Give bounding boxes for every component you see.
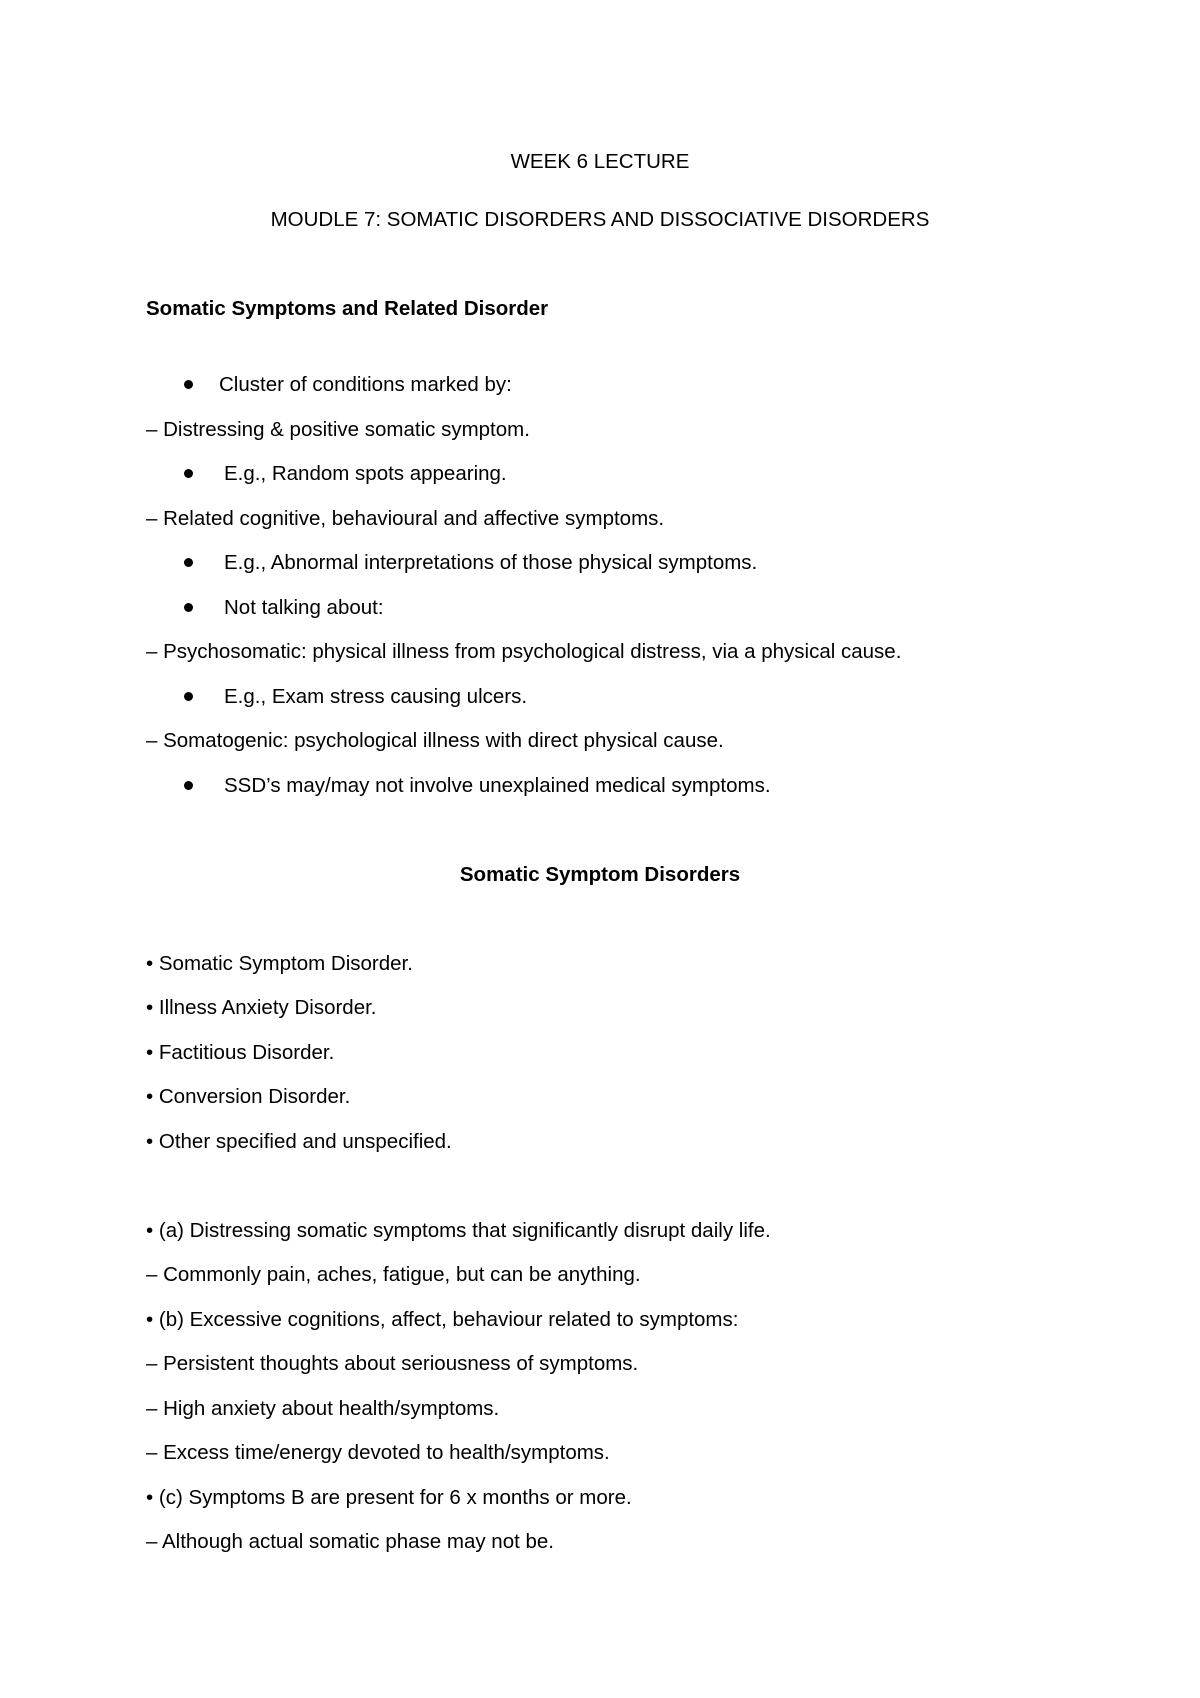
criteria-item: – Excess time/energy devoted to health/symptoms.	[146, 1441, 610, 1464]
list-item: • Somatic Symptom Disorder.	[146, 952, 413, 975]
bullet-dot-icon	[184, 692, 193, 701]
bullet-text: SSD’s may/may not involve unexplained medical symptoms.	[224, 774, 771, 797]
list-item: • Illness Anxiety Disorder.	[146, 996, 377, 1019]
section1-heading: Somatic Symptoms and Related Disorder	[146, 297, 549, 320]
criteria-item: • (b) Excessive cognitions, affect, behaviour related to symptoms:	[146, 1308, 739, 1331]
list-item: • Other specified and unspecified.	[146, 1130, 452, 1153]
bullet-dot-icon	[184, 469, 193, 478]
bullet-dot-icon	[184, 603, 193, 612]
bullet-dot-icon	[184, 781, 193, 790]
criteria-item: – Commonly pain, aches, fatigue, but can be anything.	[146, 1263, 641, 1286]
criteria-item: – High anxiety about health/symptoms.	[146, 1397, 500, 1420]
bullet-text: Cluster of conditions marked by:	[219, 373, 512, 396]
criteria-item: • (c) Symptoms B are present for 6 x months or more.	[146, 1486, 632, 1509]
bullet-text: E.g., Exam stress causing ulcers.	[224, 685, 528, 708]
dash-item: – Somatogenic: psychological illness with direct physical cause.	[146, 729, 724, 752]
dash-item: – Psychosomatic: physical illness from psychological distress, via a physical cause.	[146, 640, 902, 663]
list-item: • Conversion Disorder.	[146, 1085, 351, 1108]
section2-heading: Somatic Symptom Disorders	[459, 863, 741, 886]
bullet-text: Not talking about:	[224, 596, 384, 619]
criteria-item: – Persistent thoughts about seriousness of symptoms.	[146, 1352, 639, 1375]
week-title: WEEK 6 LECTURE	[510, 150, 690, 173]
criteria-item: • (a) Distressing somatic symptoms that significantly disrupt daily life.	[146, 1219, 771, 1242]
dash-item: – Distressing & positive somatic symptom.	[146, 418, 530, 441]
list-item: • Factitious Disorder.	[146, 1041, 335, 1064]
dash-item: – Related cognitive, behavioural and affective symptoms.	[146, 507, 665, 530]
bullet-text: E.g., Abnormal interpretations of those physical symptoms.	[224, 551, 758, 574]
bullet-dot-icon	[184, 380, 193, 389]
bullet-dot-icon	[184, 558, 193, 567]
criteria-item: – Although actual somatic phase may not be.	[146, 1530, 554, 1553]
bullet-text: E.g., Random spots appearing.	[224, 462, 507, 485]
module-title: MOUDLE 7: SOMATIC DISORDERS AND DISSOCIATIVE DISORDERS	[270, 208, 930, 231]
